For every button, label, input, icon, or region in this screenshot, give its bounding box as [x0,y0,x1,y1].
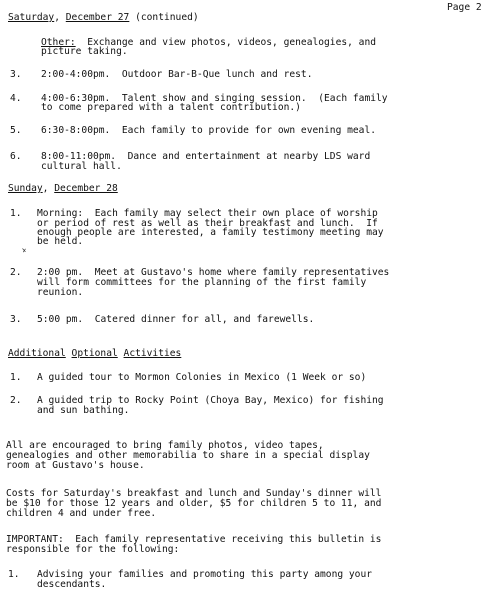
item-line: be held. [37,236,84,247]
item-line: or period of rest as well as their breakfast and lunch. If [37,218,378,229]
item-line: and sun bathing. [37,405,130,416]
item-line: Morning: Each family may select their own place of worship [37,208,378,219]
item-line: 4:00-6:30pm. Talent show and singing session. (Each family [41,93,388,104]
item-line: 8:00-11:00pm. Dance and entertainment at nearby LDS ward [41,151,371,162]
item-line: 5:00 pm. Catered dinner for all, and farewells. [37,314,315,325]
page-number: Page 2 [447,2,482,13]
item-number: 2. [10,395,22,406]
saturday-heading: Saturday, December 27 (continued) [8,12,199,23]
item-number: 1. [10,208,22,219]
paragraph-line: genealogies and other memorabilia to share in a special display [6,450,370,461]
item-line: descendants. [37,579,107,590]
item-number: 3. [10,69,22,80]
paragraph-line: children 4 and under free. [6,508,157,519]
paragraph-line: All are encouraged to bring family photos, video tapes, [6,440,324,451]
item-number: 3. [10,314,22,325]
item-line: 2:00 pm. Meet at Gustavo's home where family representatives [37,267,390,278]
saturday-day: Saturday [8,12,55,23]
item-line: will form committees for the planning of the first family [37,277,367,288]
item-number: 6. [10,151,22,162]
sunday-day: Sunday [8,183,43,194]
item-line: A guided trip to Rocky Point (Choya Bay, Mexico) for fishing [37,395,384,406]
saturday-date: December 27 [65,12,130,23]
paragraph-line: responsible for the following: [6,544,180,555]
item-number: 1. [10,372,22,383]
saturday-other-label: Other: [41,37,76,48]
item-line: to come prepared with a talent contribution.) [41,102,301,113]
item-number: 1. [8,569,20,580]
paragraph-line: IMPORTANT: Each family representative receiving this bulletin is [6,534,382,545]
paragraph-line: room at Gustavo's house. [6,460,145,471]
optional-heading-word: Additional [8,348,66,359]
item-line: 6:30-8:00pm. Each family to provide for own evening meal. [41,125,377,136]
item-number: 2. [10,267,22,278]
saturday-other-text1: Exchange and view photos, videos, genealogies, and [87,37,377,48]
item-number: 4. [10,93,22,104]
saturday-other-line2: picture taking. [41,46,128,57]
item-number: 5. [10,125,22,136]
item-line: cultural hall. [41,161,122,172]
optional-heading [8,349,181,359]
item-line: A guided tour to Mormon Colonies in Mexico (1 Week or so) [37,372,367,383]
paragraph-line: be $10 for those 12 years and older, $5 for children 5 to 11, and [6,498,382,509]
stray-pen-mark [22,248,27,253]
optional-heading-word: Activities [123,348,182,359]
saturday-note: (continued) [135,12,199,23]
item-line: Advising your families and promoting this party among your [37,569,373,580]
item-line: 2:00-4:00pm. Outdoor Bar-B-Que lunch and rest. [41,69,313,80]
optional-heading-word: Optional [71,348,118,359]
sunday-heading: Sunday, December 28 [8,183,118,194]
sunday-date: December 28 [54,183,118,194]
item-line: enough people are interested, a family testimony meeting may [37,227,384,238]
item-line: reunion. [37,287,84,298]
paragraph-line: Costs for Saturday's breakfast and lunch and Sunday's dinner will [6,488,382,499]
